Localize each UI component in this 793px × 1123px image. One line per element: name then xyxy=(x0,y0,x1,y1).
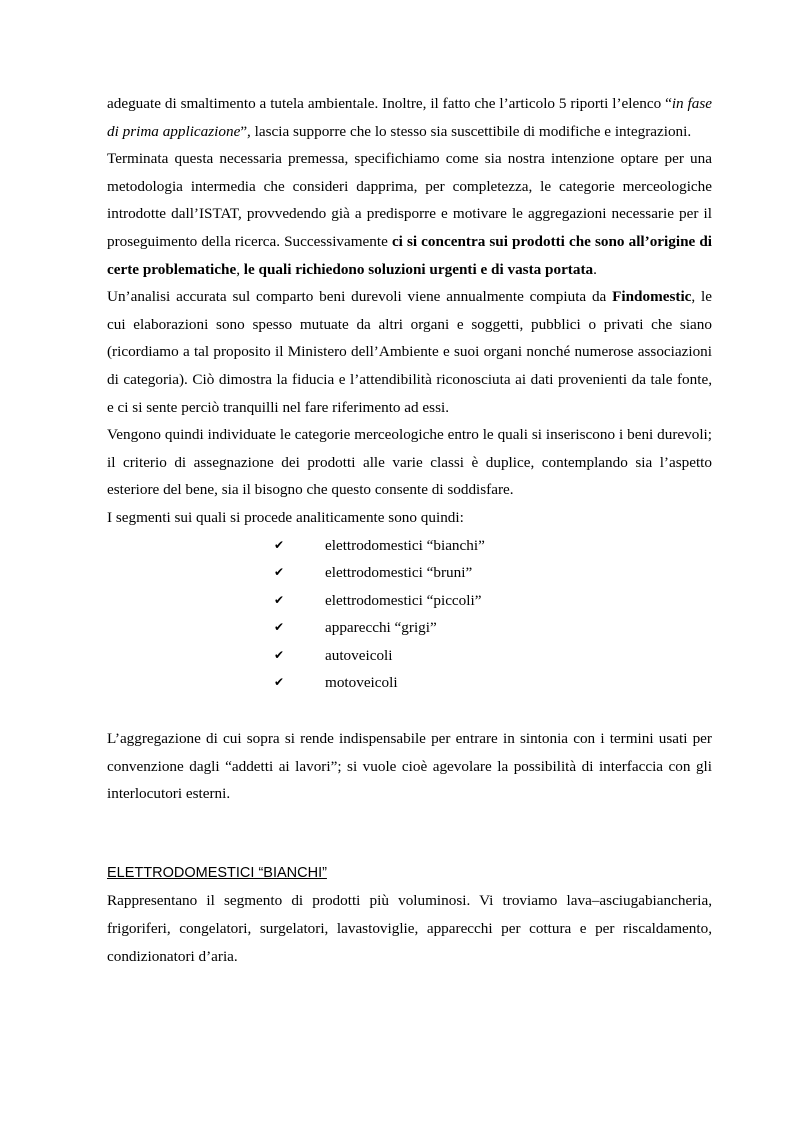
paragraph-disposal-rest: ”, lascia supporre che lo stesso sia suscettibile di modifiche e integrazioni. xyxy=(240,122,692,140)
paragraph-categories: Vengono quindi individuate le categorie merceologiche entro le quali si inseriscono i beni durevoli; il criterio di assegnazione dei prodotti alle varie classi è duplice, contemplando sia l’aspetto esteriore del bene, sia il bisogno che questo consente di soddisfare. xyxy=(107,426,712,499)
segment-label: autoveicoli xyxy=(325,646,393,664)
list-item xyxy=(107,559,712,587)
paragraph-aggregation: L’aggregazione di cui sopra si rende indispensabile per entrare in sintonia con i termini usati per convenzione dagli “addetti ai lavori”; si vuole cioè agevolare la possibilità di interfaccia con gli interlocutori esterni. xyxy=(107,730,712,803)
paragraph-findomestic xyxy=(107,283,712,421)
checkmark-icon: ✔ xyxy=(274,647,285,662)
list-intro: I segmenti sui quali si procede analiticamente sono quindi: xyxy=(107,508,464,526)
segment-label: motoveicoli xyxy=(325,674,398,692)
methodology-text: Terminata questa necessaria premessa, specifichiamo come sia nostra intenzione optare per una metodologia intermedia che consideri dapprima, per completezza, le categorie merceologiche introdotte dall’ISTAT, provvedendo già a predisporre e motivare le aggregazioni necessarie per il proseguimento della ricerca. Successivamente xyxy=(107,150,712,250)
quote-open: “ xyxy=(665,95,672,112)
section-body: Rappresentano il segmento di prodotti più voluminosi. Vi troviamo lava–asciugabiancheria, frigoriferi, congelatori, surgelatori, lavastoviglie, apparecchi per cottura e per riscaldamento, condizionatori d’aria. xyxy=(107,892,712,965)
checkmark-icon: ✔ xyxy=(274,565,285,580)
segment-label: elettrodomestici “bruni” xyxy=(325,564,473,582)
spacer xyxy=(107,697,712,725)
checkmark-icon: ✔ xyxy=(274,537,285,552)
checkmark-icon: ✔ xyxy=(274,592,285,607)
list-item xyxy=(107,614,712,642)
segment-list xyxy=(107,532,712,698)
checkmark-icon: ✔ xyxy=(274,620,285,635)
paragraph-disposal-line1: adeguate di smaltimento a tutela ambientale. Inoltre, il fatto che l’articolo 5 riporti l’elenco xyxy=(107,95,662,112)
findomestic-text: , le cui elaborazioni sono spesso mutuate da altri organi e soggetti, pubblici o privati che siano (ricordiamo a tal proposito il Ministero dell’Ambiente e suoi organi nonché numerose associazioni di categoria). Ciò dimostra la fiducia e l’attendibilità riconosciuta ai dati provenienti da tale fonte, e ci si sente perciò tranquilli nel fare riferimento ad essi. xyxy=(107,288,712,416)
list-item xyxy=(107,532,712,560)
methodology-bold-focus: ci si concentra sui prodotti che sono all’origine di certe problematiche xyxy=(107,232,712,278)
segment-label: apparecchi “grigi” xyxy=(325,619,437,637)
paragraph-methodology xyxy=(107,145,712,283)
segment-label: elettrodomestici “piccoli” xyxy=(325,591,482,609)
list-item xyxy=(107,642,712,670)
list-item xyxy=(107,587,712,615)
italic-phrase: in fase di prima applicazione xyxy=(107,95,713,140)
paragraph-disposal-intro xyxy=(107,90,712,145)
methodology-end: . xyxy=(593,260,597,278)
findomestic-name: Findomestic xyxy=(612,288,692,306)
methodology-comma: , xyxy=(236,260,244,278)
methodology-bold-urgent: le quali richiedono soluzioni urgenti e di vasta portata xyxy=(243,260,594,278)
spacer xyxy=(107,808,712,860)
checkmark-icon: ✔ xyxy=(274,675,285,690)
document-page xyxy=(107,90,712,970)
list-item xyxy=(107,669,712,697)
section-heading: ELETTRODOMESTICI “BIANCHI” xyxy=(107,864,327,881)
segment-label: elettrodomestici “bianchi” xyxy=(325,536,485,554)
findomestic-intro: Un’analisi accurata sul comparto beni durevoli viene annualmente compiuta da xyxy=(107,288,613,306)
